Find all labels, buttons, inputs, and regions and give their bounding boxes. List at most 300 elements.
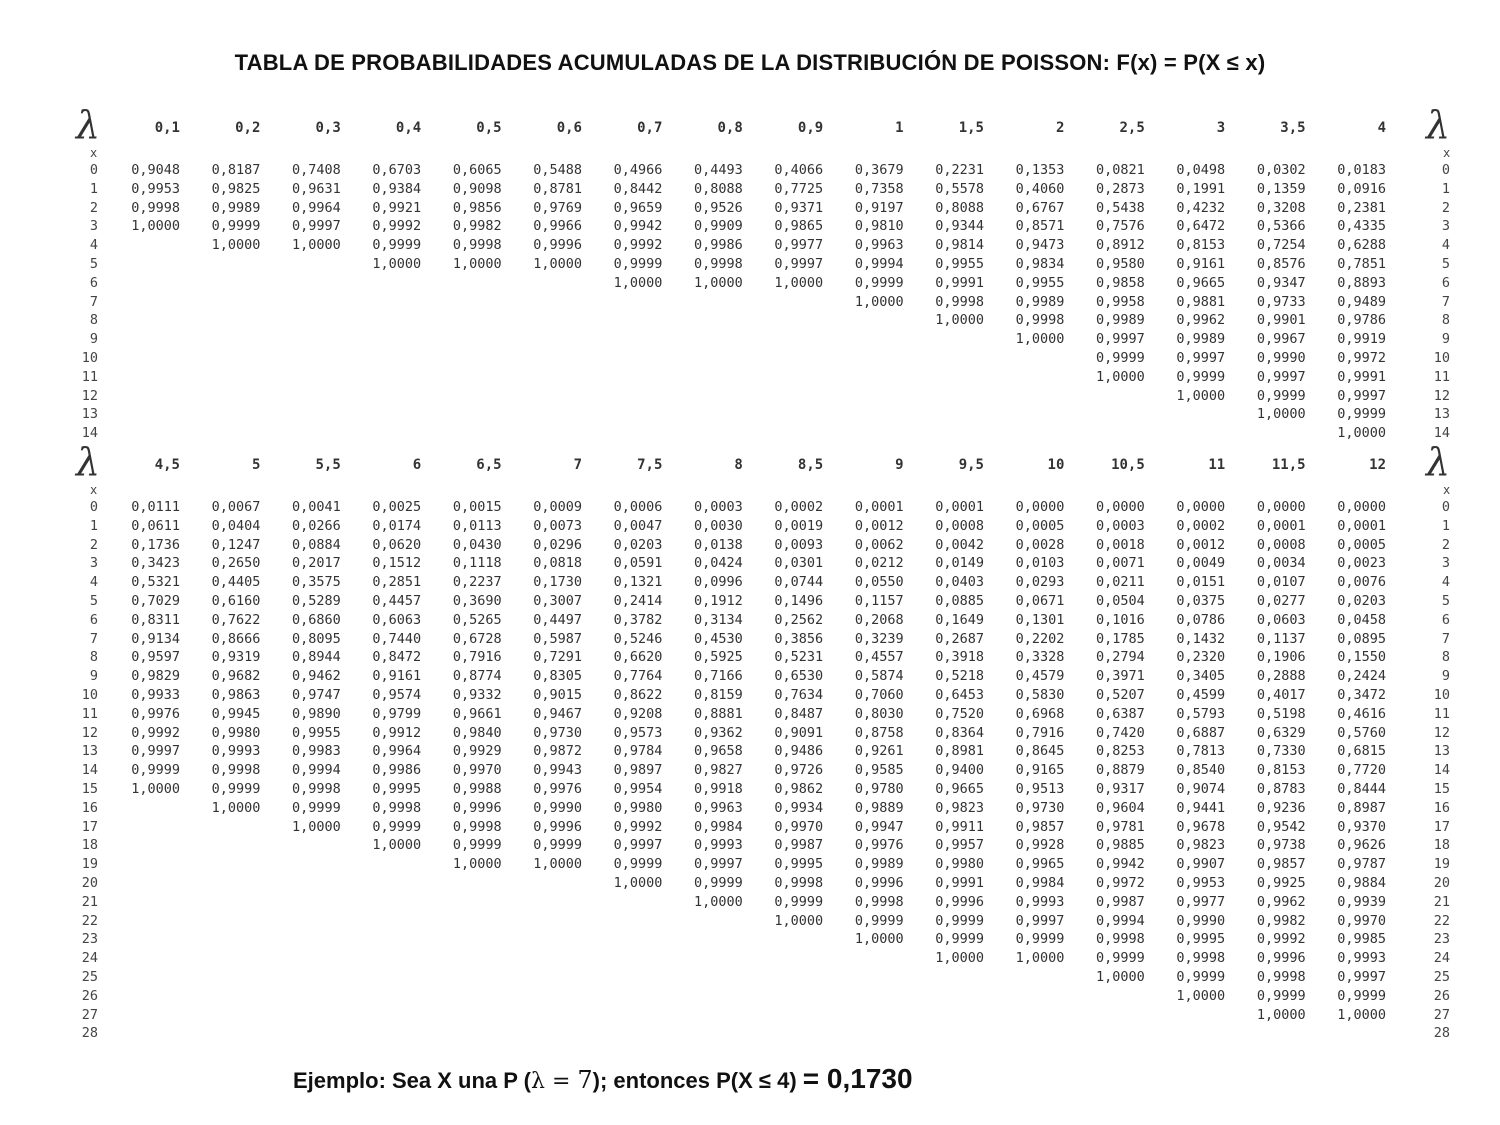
- probability-cell: 0,0113: [452, 517, 502, 534]
- lambda-header: 9,5: [958, 457, 984, 473]
- lambda-header: 0,2: [235, 120, 261, 136]
- probability-cell: 0,0047: [613, 517, 663, 534]
- probability-cell: 0,6815: [1337, 743, 1386, 760]
- probability-cell: 0,5366: [1256, 218, 1306, 235]
- probability-cell: 0,7720: [1337, 762, 1386, 779]
- probability-cell: 0,4060: [1015, 180, 1065, 197]
- probability-cell: 0,0821: [1096, 162, 1145, 178]
- x-value-right: 19: [1433, 856, 1450, 873]
- probability-cell: 0,9659: [613, 199, 663, 216]
- probability-cell: 0,9665: [1176, 274, 1226, 291]
- x-value-left: 6: [89, 274, 98, 291]
- probability-cell: 0,1301: [1015, 611, 1065, 628]
- probability-cell: 0,0093: [774, 536, 824, 553]
- x-value-right: 7: [1441, 293, 1450, 310]
- probability-cell: 0,1912: [694, 593, 743, 609]
- probability-cell: 0,0183: [1337, 162, 1386, 178]
- probability-cell: 0,9626: [1337, 837, 1386, 854]
- x-value-left: 4: [89, 237, 98, 254]
- lambda-header: 9: [895, 457, 904, 473]
- probability-cell: 0,9999: [1176, 969, 1226, 985]
- probability-cell: 0,9954: [613, 781, 663, 797]
- probability-cell: 0,9970: [452, 762, 502, 779]
- probability-cell: 0,0203: [613, 536, 663, 553]
- x-value-left: 3: [89, 555, 98, 572]
- lambda-header: 3: [1216, 120, 1226, 136]
- page-title: TABLA DE PROBABILIDADES ACUMULADAS DE LA DISTRIBUCIÓN DE POISSON: F(x) = P(X ≤ x): [234, 50, 1266, 75]
- x-value-right: 1: [1441, 180, 1450, 197]
- x-value-left: 3: [89, 218, 98, 235]
- probability-cell: 0,2650: [211, 555, 261, 572]
- lambda-symbol-left: λ: [76, 440, 101, 484]
- probability-cell: 0,1016: [1096, 611, 1145, 628]
- probability-cell: 0,0744: [774, 574, 824, 591]
- probability-cell: 0,9986: [372, 762, 422, 779]
- probability-cell: 0,9513: [1015, 781, 1065, 797]
- probability-cell: 0,9991: [935, 274, 984, 291]
- probability-cell: 0,9678: [1176, 818, 1226, 835]
- probability-cell: 0,9799: [372, 705, 422, 722]
- probability-cell: 0,9998: [1096, 931, 1145, 948]
- lambda-header: 8: [734, 457, 743, 473]
- probability-cell: 0,1137: [1256, 630, 1306, 647]
- x-value-right: 10: [1433, 687, 1450, 703]
- probability-cell: 0,9134: [131, 630, 180, 647]
- probability-cell: 0,6887: [1176, 724, 1226, 741]
- lambda-symbol-right: λ: [1426, 440, 1451, 484]
- probability-cell: 0,9963: [854, 237, 904, 254]
- probability-cell: 0,8758: [854, 724, 904, 741]
- lambda-header: 8,5: [797, 457, 824, 473]
- probability-cell: 0,6288: [1337, 237, 1386, 254]
- probability-cell: 0,5289: [292, 593, 341, 609]
- probability-cell: 0,2851: [372, 574, 422, 591]
- probability-cell: 0,5231: [774, 649, 824, 666]
- probability-cell: 0,0149: [935, 555, 984, 572]
- x-value-left: 0: [89, 499, 98, 515]
- x-value-right: 15: [1433, 781, 1450, 797]
- probability-cell: 0,4457: [372, 593, 422, 609]
- probability-cell: 0,9970: [774, 818, 824, 835]
- lambda-header: 6,5: [476, 457, 502, 473]
- probability-cell: 0,9999: [854, 912, 904, 929]
- x-value-right: 9: [1441, 331, 1450, 348]
- x-value-left: 16: [81, 799, 98, 816]
- probability-cell: 0,9911: [935, 818, 984, 835]
- x-value-right: 0: [1441, 499, 1450, 515]
- x-value-left: 11: [81, 368, 98, 385]
- probability-cell: 0,9823: [935, 799, 984, 816]
- probability-cell: 0,9989: [1176, 331, 1226, 348]
- probability-cell: 0,3690: [452, 593, 502, 609]
- probability-cell: 0,9997: [131, 743, 180, 760]
- probability-cell: 0,0008: [935, 517, 984, 534]
- probability-cell: 1,0000: [372, 837, 422, 854]
- probability-cell: 0,0067: [211, 499, 261, 515]
- x-value-right: 3: [1441, 555, 1450, 572]
- x-value-right: 12: [1433, 724, 1450, 741]
- probability-cell: 0,8912: [1096, 237, 1145, 254]
- x-value-right: 4: [1441, 237, 1450, 254]
- probability-cell: 0,4405: [211, 574, 261, 591]
- example-line: [293, 1063, 913, 1095]
- probability-cell: 0,8253: [1096, 743, 1145, 760]
- x-value-right: 12: [1433, 387, 1450, 404]
- probability-cell: 0,3918: [935, 649, 984, 666]
- lambda-header: 0,9: [797, 120, 824, 136]
- probability-cell: 0,9998: [774, 875, 824, 891]
- probability-cell: 0,5925: [694, 649, 743, 666]
- probability-cell: 0,5198: [1256, 705, 1306, 722]
- probability-cell: 0,0174: [372, 517, 422, 534]
- probability-cell: 0,8666: [211, 630, 261, 647]
- x-value-right: 22: [1433, 912, 1450, 929]
- probability-cell: 0,0296: [533, 536, 582, 553]
- probability-cell: 0,9441: [1176, 799, 1226, 816]
- lambda-header: 11,5: [1271, 457, 1306, 473]
- probability-cell: 0,9996: [935, 893, 984, 910]
- x-value-left: 28: [81, 1025, 98, 1042]
- probability-cell: 0,9865: [774, 218, 824, 235]
- probability-cell: 0,0049: [1176, 555, 1226, 572]
- probability-cell: 0,9784: [613, 743, 663, 760]
- probability-cell: 0,9995: [1176, 931, 1226, 948]
- probability-cell: 0,0591: [613, 555, 663, 572]
- probability-cell: 1,0000: [694, 893, 743, 910]
- probability-cell: 0,9998: [1256, 969, 1306, 985]
- probability-cell: 0,1353: [1015, 162, 1065, 178]
- probability-cell: 0,9988: [452, 781, 502, 797]
- probability-cell: 1,0000: [774, 274, 824, 291]
- x-value-right: 0: [1441, 162, 1450, 178]
- x-value-right: 14: [1433, 425, 1450, 442]
- probability-cell: 0,0212: [854, 555, 904, 572]
- probability-cell: 0,9999: [452, 837, 502, 854]
- x-value-right: 5: [1441, 593, 1450, 609]
- probability-cell: 0,9976: [854, 837, 904, 854]
- probability-cell: 0,8095: [292, 630, 341, 647]
- probability-cell: 0,9091: [774, 724, 824, 741]
- probability-cell: 0,8879: [1096, 762, 1145, 779]
- probability-cell: 0,9074: [1176, 781, 1226, 797]
- probability-cell: 0,9993: [211, 743, 261, 760]
- probability-cell: 0,4017: [1256, 687, 1306, 703]
- probability-cell: 0,0301: [774, 555, 824, 572]
- probability-cell: 0,7440: [372, 630, 422, 647]
- probability-cell: 0,9858: [1096, 274, 1145, 291]
- probability-cell: 0,7254: [1256, 237, 1306, 254]
- probability-cell: 1,0000: [1337, 1006, 1386, 1023]
- probability-cell: 0,9939: [1337, 893, 1386, 910]
- x-value-left: 2: [89, 199, 98, 216]
- probability-cell: 0,0103: [1015, 555, 1065, 572]
- probability-cell: 0,9840: [452, 724, 502, 741]
- probability-cell: 0,9987: [774, 837, 824, 854]
- probability-cell: 0,4232: [1176, 199, 1226, 216]
- probability-cell: 0,7813: [1176, 743, 1226, 760]
- x-value-left: 12: [81, 387, 98, 404]
- probability-cell: 1,0000: [854, 931, 904, 948]
- probability-cell: 0,9989: [854, 856, 904, 873]
- probability-cell: 0,3007: [533, 593, 582, 609]
- x-label-left: x: [90, 483, 98, 497]
- probability-cell: 0,9890: [292, 705, 341, 722]
- probability-cell: 0,3679: [854, 162, 904, 178]
- probability-cell: 0,0062: [854, 536, 904, 553]
- probability-cell: 0,9161: [372, 668, 422, 685]
- probability-cell: 0,9998: [452, 237, 502, 254]
- x-value-right: 27: [1433, 1006, 1450, 1023]
- probability-cell: 0,0000: [1096, 499, 1145, 515]
- probability-cell: 0,9986: [694, 237, 743, 254]
- probability-cell: 0,9999: [131, 762, 180, 779]
- probability-cell: 0,4335: [1337, 218, 1386, 235]
- probability-cell: 0,1649: [935, 611, 984, 628]
- probability-cell: 0,9942: [1096, 856, 1145, 873]
- example-equals: =: [544, 1069, 578, 1094]
- probability-cell: 0,9993: [1337, 950, 1386, 967]
- probability-cell: 0,8472: [372, 649, 422, 666]
- probability-cell: 0,9992: [1256, 931, 1306, 948]
- probability-cell: 0,7520: [935, 705, 984, 722]
- probability-cell: 0,5265: [452, 611, 502, 628]
- example-lambda-value: 7: [577, 1066, 593, 1094]
- probability-cell: 0,9980: [613, 799, 663, 816]
- probability-cell: 0,9098: [452, 180, 502, 197]
- probability-cell: 0,9889: [854, 799, 904, 816]
- probability-cell: 0,0001: [1337, 517, 1386, 534]
- probability-cell: 0,9998: [694, 256, 743, 272]
- probability-cell: 0,9884: [1337, 875, 1386, 891]
- probability-cell: 0,9733: [1256, 293, 1306, 310]
- probability-cell: 0,9998: [372, 799, 422, 816]
- probability-cell: 0,8444: [1337, 781, 1386, 797]
- x-value-left: 17: [81, 818, 98, 835]
- lambda-header: 0,6: [556, 120, 582, 136]
- probability-cell: 0,9999: [1256, 987, 1306, 1004]
- x-value-left: 1: [89, 180, 98, 197]
- probability-cell: 0,3575: [292, 574, 341, 591]
- lambda-header: 10,5: [1111, 457, 1145, 473]
- probability-cell: 0,9486: [774, 743, 824, 760]
- probability-cell: 0,9919: [1337, 331, 1386, 348]
- probability-cell: 0,0019: [774, 517, 824, 534]
- probability-cell: 0,0001: [1256, 517, 1306, 534]
- probability-cell: 0,1785: [1096, 630, 1145, 647]
- probability-cell: 0,8153: [1256, 762, 1306, 779]
- lambda-header: 11: [1208, 457, 1226, 473]
- probability-cell: 0,8783: [1256, 781, 1306, 797]
- probability-cell: 0,9965: [1015, 856, 1065, 873]
- probability-cell: 0,0012: [854, 517, 904, 534]
- probability-cell: 0,9987: [1096, 893, 1145, 910]
- probability-cell: 0,0403: [935, 574, 984, 591]
- lambda-header: 2,5: [1119, 120, 1145, 136]
- probability-cell: 0,9990: [1256, 350, 1306, 366]
- probability-cell: 0,6767: [1015, 199, 1065, 216]
- probability-cell: 0,6860: [292, 611, 341, 628]
- x-value-left: 18: [81, 837, 98, 854]
- probability-cell: 0,4497: [533, 611, 582, 628]
- probability-cell: 0,5578: [935, 180, 984, 197]
- x-value-right: 11: [1433, 368, 1450, 385]
- probability-cell: 0,9997: [1256, 368, 1306, 385]
- probability-cell: 0,0000: [1176, 499, 1226, 515]
- probability-cell: 0,9962: [1176, 312, 1226, 329]
- probability-cell: 0,0404: [211, 517, 261, 534]
- probability-cell: 0,9964: [292, 199, 341, 216]
- probability-cell: 0,2381: [1337, 199, 1386, 216]
- x-value-right: 23: [1433, 931, 1450, 948]
- probability-cell: 0,3971: [1096, 668, 1145, 685]
- x-value-right: 3: [1441, 218, 1450, 235]
- probability-cell: 0,0018: [1096, 536, 1145, 553]
- probability-cell: 0,1512: [372, 555, 422, 572]
- probability-cell: 0,9738: [1256, 837, 1306, 854]
- probability-cell: 0,0498: [1176, 162, 1226, 178]
- probability-cell: 0,9881: [1176, 293, 1226, 310]
- probability-cell: 0,0293: [1015, 574, 1065, 591]
- probability-cell: 0,0028: [1015, 536, 1065, 553]
- probability-cell: 0,9995: [774, 856, 824, 873]
- x-value-left: 20: [81, 875, 98, 891]
- probability-cell: 0,0025: [372, 499, 422, 515]
- probability-cell: 0,0211: [1096, 574, 1145, 591]
- probability-cell: 0,0151: [1176, 574, 1226, 591]
- probability-cell: 1,0000: [452, 856, 502, 873]
- probability-cell: 0,9999: [935, 912, 984, 929]
- probability-cell: 1,0000: [1256, 406, 1306, 423]
- probability-cell: 0,0002: [1176, 517, 1226, 534]
- probability-cell: 0,1496: [774, 593, 824, 609]
- x-value-right: 4: [1441, 574, 1450, 591]
- probability-cell: 0,9897: [613, 762, 663, 779]
- x-value-left: 1: [89, 517, 98, 534]
- probability-cell: 0,9730: [1015, 799, 1065, 816]
- probability-cell: 0,9573: [613, 724, 663, 741]
- probability-cell: 0,0916: [1337, 180, 1386, 197]
- x-value-left: 10: [81, 687, 98, 703]
- probability-cell: 1,0000: [1015, 950, 1065, 967]
- probability-cell: 0,9989: [211, 199, 261, 216]
- probability-cell: 0,9963: [694, 799, 743, 816]
- probability-cell: 0,0041: [292, 499, 341, 515]
- probability-cell: 0,9787: [1337, 856, 1386, 873]
- probability-cell: 0,5438: [1096, 199, 1145, 216]
- probability-cell: 0,9997: [694, 856, 743, 873]
- x-value-left: 6: [89, 611, 98, 628]
- probability-cell: 0,9048: [131, 162, 180, 178]
- x-value-right: 6: [1441, 611, 1450, 628]
- lambda-header: 0,4: [395, 120, 422, 136]
- probability-cell: 0,0076: [1337, 574, 1386, 591]
- probability-cell: 0,9998: [292, 781, 341, 797]
- probability-cell: 0,7576: [1096, 218, 1145, 235]
- probability-cell: 0,6160: [211, 593, 261, 609]
- probability-cell: 0,3405: [1176, 668, 1226, 685]
- probability-cell: 0,9962: [1256, 893, 1306, 910]
- probability-cell: 0,9542: [1256, 818, 1306, 835]
- example-result: = 0,1730: [802, 1063, 913, 1094]
- probability-cell: 0,5793: [1176, 705, 1226, 722]
- probability-cell: 0,7330: [1256, 743, 1306, 760]
- lambda-header: 1,5: [958, 120, 984, 136]
- probability-cell: 0,9953: [131, 180, 180, 197]
- probability-cell: 0,4966: [613, 162, 663, 178]
- probability-cell: 0,3134: [694, 611, 743, 628]
- probability-cell: 0,0003: [694, 499, 743, 515]
- lambda-symbol-left: λ: [76, 103, 101, 147]
- probability-cell: 0,1321: [613, 574, 663, 591]
- x-value-left: 7: [89, 293, 98, 310]
- probability-cell: 1,0000: [1337, 425, 1386, 442]
- probability-cell: 0,0009: [533, 499, 582, 515]
- probability-cell: 0,0277: [1256, 593, 1306, 609]
- probability-cell: 0,9999: [372, 818, 422, 835]
- probability-cell: 0,4599: [1176, 687, 1226, 703]
- x-value-left: 12: [81, 724, 98, 741]
- x-value-right: 11: [1433, 705, 1450, 722]
- probability-cell: 0,9462: [292, 668, 341, 685]
- probability-cell: 0,2888: [1256, 668, 1306, 685]
- probability-cell: 0,0000: [1256, 499, 1306, 515]
- probability-cell: 0,9730: [533, 724, 582, 741]
- probability-cell: 0,8187: [211, 162, 261, 178]
- probability-cell: 0,9319: [211, 649, 261, 666]
- probability-cell: 0,9996: [1256, 950, 1306, 967]
- x-value-left: 10: [81, 350, 98, 366]
- probability-cell: 0,9829: [131, 668, 180, 685]
- probability-cell: 0,3239: [854, 630, 904, 647]
- probability-cell: 0,9665: [935, 781, 984, 797]
- probability-cell: 0,0071: [1096, 555, 1145, 572]
- probability-cell: 0,9999: [935, 931, 984, 948]
- x-value-right: 2: [1441, 536, 1450, 553]
- probability-cell: 0,0000: [1337, 499, 1386, 515]
- probability-cell: 1,0000: [1176, 387, 1226, 404]
- probability-cell: 0,0885: [935, 593, 984, 609]
- lambda-header: 0,1: [154, 120, 180, 136]
- probability-cell: 0,9344: [935, 218, 984, 235]
- probability-cell: 1,0000: [131, 781, 180, 797]
- probability-cell: 0,9998: [1015, 312, 1065, 329]
- probability-cell: 0,9857: [1256, 856, 1306, 873]
- probability-cell: 0,0107: [1256, 574, 1306, 591]
- probability-cell: 0,1432: [1176, 630, 1226, 647]
- probability-cell: 0,9999: [1015, 931, 1065, 948]
- lambda-header: 0,3: [315, 120, 341, 136]
- x-value-left: 9: [89, 331, 98, 348]
- probability-cell: 0,9597: [131, 649, 180, 666]
- probability-cell: 0,4530: [694, 630, 743, 647]
- probability-cell: 1,0000: [533, 256, 582, 272]
- lambda-header: 1: [895, 120, 904, 136]
- x-value-right: 28: [1433, 1025, 1450, 1042]
- probability-cell: 0,7725: [774, 180, 824, 197]
- probability-cell: 0,9912: [372, 724, 422, 741]
- probability-cell: 0,0818: [533, 555, 582, 572]
- probability-cell: 0,9371: [774, 199, 824, 216]
- probability-cell: 1,0000: [452, 256, 502, 272]
- probability-cell: 0,9997: [292, 218, 341, 235]
- probability-cell: 0,0996: [694, 574, 743, 591]
- probability-cell: 0,9473: [1015, 237, 1065, 254]
- probability-cell: 0,0000: [1015, 499, 1065, 515]
- probability-cell: 0,9999: [694, 875, 743, 891]
- probability-cell: 0,3208: [1256, 199, 1306, 216]
- probability-cell: 0,5760: [1337, 724, 1386, 741]
- probability-cell: 0,2424: [1337, 668, 1386, 685]
